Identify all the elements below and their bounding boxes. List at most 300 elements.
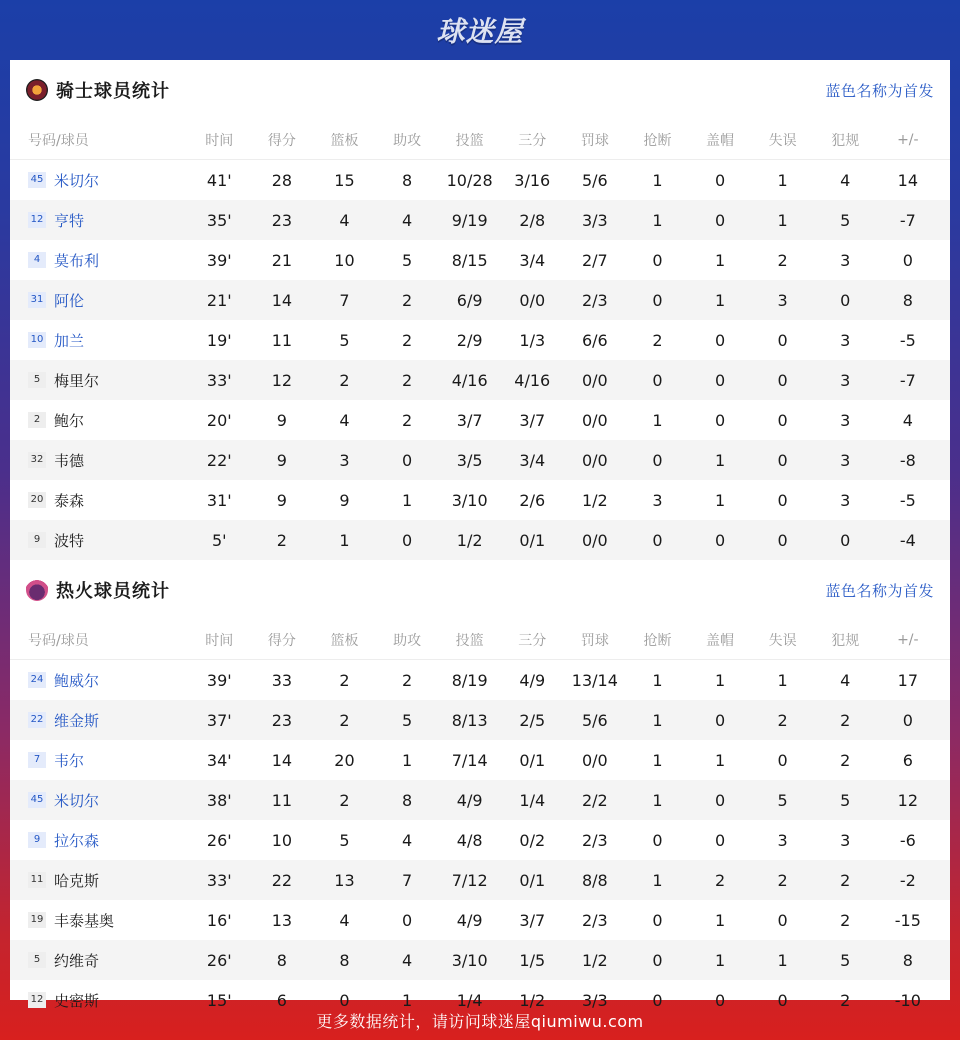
stat-cell: 4: [840, 170, 851, 190]
stat-cell: 2: [401, 370, 413, 390]
column-header: 篮板: [330, 132, 359, 149]
stat-cell: 4: [840, 670, 851, 690]
player-cell: [10, 670, 188, 691]
column-header: 篮板: [330, 632, 359, 649]
stat-cell: 0: [652, 250, 663, 270]
jersey-number-badge: 31: [28, 292, 46, 308]
stat-cell: 1: [777, 670, 788, 690]
stat-cell: 31': [206, 490, 232, 510]
stat-cell: 0: [777, 750, 788, 770]
stat-cell: 0/0: [581, 410, 608, 430]
stat-cell: 0: [714, 530, 726, 550]
stat-cell: 4: [401, 830, 413, 850]
stat-cell: 2: [401, 410, 413, 430]
stat-cell: 12: [271, 370, 293, 390]
player-cell: [10, 210, 188, 231]
player-cell: [10, 910, 188, 931]
stat-cell: 1: [401, 750, 413, 770]
stat-cell: 26': [206, 950, 232, 970]
table-row: [10, 780, 950, 820]
table-row: [10, 480, 950, 520]
player-name[interactable]: 泰森: [54, 491, 85, 510]
stat-cell: 0: [777, 990, 788, 1010]
stat-cell: 3/7: [519, 910, 546, 930]
stat-cell: 7/12: [451, 870, 488, 890]
stat-cell: 22': [206, 450, 232, 470]
stat-cell: 2: [652, 330, 663, 350]
team-title: 热火球员统计: [56, 581, 170, 602]
player-cell: [10, 370, 188, 391]
stat-cell: 0: [714, 790, 726, 810]
player-name[interactable]: 史密斯: [54, 991, 100, 1010]
stat-cell: 8: [401, 790, 413, 810]
player-name[interactable]: 韦德: [54, 451, 85, 470]
player-name[interactable]: 韦尔: [54, 751, 85, 770]
stat-cell: 1: [714, 490, 726, 510]
stat-cell: 12: [897, 790, 918, 810]
stat-cell: 1: [777, 170, 788, 190]
team-title-group: [26, 577, 170, 603]
stat-cell: 1: [339, 530, 350, 550]
stat-cell: 1: [777, 210, 788, 230]
stat-cell: 2/3: [581, 910, 608, 930]
player-cell: [10, 750, 188, 771]
team-section: [10, 60, 950, 560]
table-row: [10, 400, 950, 440]
player-cell: [10, 710, 188, 731]
stat-cell: 2/7: [581, 250, 608, 270]
column-header-row: [10, 620, 950, 660]
stat-cell: 1: [777, 950, 788, 970]
stat-cell: 0: [652, 910, 663, 930]
stat-cell: 4: [339, 410, 350, 430]
stat-cell: 4/16: [451, 370, 488, 390]
stat-cell: 1/2: [456, 530, 483, 550]
stat-cell: 34': [206, 750, 232, 770]
stat-cell: 0: [652, 370, 663, 390]
stat-cell: 15': [206, 990, 232, 1010]
stat-cell: 9: [339, 490, 350, 510]
jersey-number-badge: 20: [28, 492, 46, 508]
stat-cell: 1/3: [519, 330, 546, 350]
jersey-number-badge: 5: [28, 372, 46, 388]
player-cell: [10, 830, 188, 851]
stat-cell: 3: [840, 830, 851, 850]
table-row: [10, 440, 950, 480]
stat-cell: 0/1: [519, 530, 546, 550]
stat-cell: 8: [401, 170, 413, 190]
stat-cell: 8/8: [581, 870, 608, 890]
player-name[interactable]: 亨特: [54, 211, 85, 230]
stat-cell: 9: [276, 490, 287, 510]
player-name[interactable]: 莫布利: [54, 251, 100, 270]
stat-cell: -2: [899, 870, 916, 890]
stat-cell: 0/1: [519, 870, 546, 890]
stat-cell: 0: [777, 910, 788, 930]
stat-cell: 16': [206, 910, 232, 930]
column-header: 得分: [267, 632, 296, 649]
jersey-number-badge: 9: [28, 532, 46, 548]
player-cell: [10, 290, 188, 311]
stat-cell: 4: [401, 950, 413, 970]
stat-cell: 5: [401, 250, 413, 270]
player-name[interactable]: 维金斯: [54, 711, 100, 730]
table-row: [10, 200, 950, 240]
stat-cell: 0: [902, 710, 913, 730]
stat-cell: 8/13: [451, 710, 488, 730]
stat-cell: -10: [894, 990, 921, 1010]
stat-cell: 0: [714, 370, 726, 390]
stat-cell: 2: [840, 710, 851, 730]
stat-cell: 0/1: [519, 750, 546, 770]
jersey-number-badge: 5: [28, 952, 46, 968]
stat-cell: 1/2: [581, 490, 608, 510]
column-header: 得分: [267, 132, 296, 149]
stat-cell: 1: [652, 210, 663, 230]
stat-cell: 33': [206, 370, 232, 390]
stat-cell: 1: [401, 490, 413, 510]
stat-cell: 5: [777, 790, 788, 810]
stat-cell: 0: [339, 990, 350, 1010]
site-logo[interactable]: 球迷屋: [436, 15, 524, 48]
column-header: 投篮: [455, 132, 484, 149]
column-header: 抢断: [643, 132, 672, 149]
stat-cell: 0: [777, 450, 788, 470]
stat-cell: 1/2: [581, 950, 608, 970]
stat-cell: 9: [276, 410, 287, 430]
stat-cell: 0: [714, 410, 726, 430]
stat-cell: 1/4: [519, 790, 546, 810]
column-header: +/-: [897, 131, 919, 148]
header: [0, 0, 960, 60]
stat-cell: 1/2: [519, 990, 546, 1010]
jersey-number-badge: 22: [28, 712, 46, 728]
team-section: [10, 560, 950, 1020]
stat-cell: 0: [652, 830, 663, 850]
stat-cell: 6: [276, 990, 287, 1010]
jersey-number-badge: 10: [28, 332, 46, 348]
stat-cell: 1: [652, 750, 663, 770]
stat-cell: 1: [652, 170, 663, 190]
player-cell: [10, 330, 188, 351]
stat-cell: 2: [777, 870, 788, 890]
stat-cell: 13: [334, 870, 355, 890]
stat-cell: 1: [714, 290, 726, 310]
stat-cell: 4/16: [514, 370, 551, 390]
stat-cell: -15: [894, 910, 921, 930]
stat-cell: 3: [840, 250, 851, 270]
stat-cell: 8: [276, 950, 287, 970]
column-header: 助攻: [393, 632, 422, 649]
stat-cell: 33': [206, 870, 232, 890]
stat-cell: 2: [401, 330, 413, 350]
stat-cell: 3/10: [451, 490, 488, 510]
stat-cell: 1: [652, 870, 663, 890]
stat-cell: 3/7: [456, 410, 483, 430]
stat-cell: 5: [840, 950, 851, 970]
stat-cell: 39': [206, 670, 232, 690]
table-row: [10, 740, 950, 780]
stat-cell: 3/16: [514, 170, 551, 190]
stat-cell: 2: [714, 870, 726, 890]
stat-cell: 23: [271, 210, 293, 230]
stat-cell: 5: [339, 830, 350, 850]
stat-cell: 11: [271, 330, 293, 350]
stat-cell: 0: [777, 370, 788, 390]
stat-cell: 1: [714, 750, 726, 770]
stat-cell: 3/3: [581, 990, 608, 1010]
table-row: [10, 280, 950, 320]
column-header: 犯规: [831, 132, 860, 149]
stat-cell: 0: [777, 330, 788, 350]
stat-cell: 2/2: [581, 790, 608, 810]
stat-cell: 0: [401, 910, 413, 930]
heat-logo-icon: [26, 579, 48, 601]
stat-cell: 0: [777, 410, 788, 430]
stat-cell: 2: [276, 530, 287, 550]
stat-cell: 2/3: [581, 830, 608, 850]
footer-link-text[interactable]: 更多数据统计，请访问球迷屋qiumiwu.com: [316, 1011, 644, 1031]
stat-cell: 2: [840, 910, 851, 930]
player-name[interactable]: 鲍威尔: [54, 671, 100, 690]
stat-cell: 0/0: [581, 450, 608, 470]
stat-cell: 2: [401, 290, 413, 310]
stat-cell: 1: [652, 670, 663, 690]
stat-cell: 20: [334, 750, 355, 770]
table-row: [10, 360, 950, 400]
stat-cell: 0: [652, 450, 663, 470]
stat-cell: 3: [840, 490, 851, 510]
stat-cell: 0: [652, 990, 663, 1010]
player-name[interactable]: 哈克斯: [54, 871, 100, 890]
jersey-number-badge: 7: [28, 752, 46, 768]
stat-cell: 0/0: [581, 370, 608, 390]
stat-cell: 5: [840, 790, 851, 810]
jersey-number-badge: 45: [28, 172, 46, 188]
stat-cell: 14: [897, 170, 918, 190]
jersey-number-badge: 24: [28, 672, 46, 688]
stat-cell: 7: [339, 290, 350, 310]
player-name[interactable]: 鲍尔: [54, 411, 85, 430]
stat-cell: 1: [714, 450, 726, 470]
stat-cell: 26': [206, 830, 232, 850]
stat-cell: 1: [652, 410, 663, 430]
stat-cell: 2: [840, 750, 851, 770]
stat-cell: 9/19: [451, 210, 488, 230]
stat-cell: 3: [777, 290, 788, 310]
stat-cell: 2: [777, 250, 788, 270]
stat-cell: -4: [899, 530, 916, 550]
stat-cell: 11: [271, 790, 293, 810]
stat-cell: 0: [714, 330, 726, 350]
jersey-number-badge: 12: [28, 992, 46, 1008]
stat-cell: 6/9: [456, 290, 483, 310]
player-cell: [10, 490, 188, 511]
player-name[interactable]: 加兰: [54, 331, 85, 350]
jersey-number-badge: 2: [28, 412, 46, 428]
stat-cell: 33: [271, 670, 293, 690]
player-name[interactable]: 拉尔森: [54, 831, 100, 850]
stat-cell: 10: [271, 830, 293, 850]
column-header: 助攻: [393, 132, 422, 149]
table-row: [10, 940, 950, 980]
stat-cell: 3: [840, 330, 851, 350]
stat-cell: 1/5: [519, 950, 546, 970]
player-cell: [10, 410, 188, 431]
stat-cell: 10: [334, 250, 355, 270]
table-row: [10, 820, 950, 860]
stat-cell: -7: [899, 210, 916, 230]
column-header: 三分: [518, 632, 547, 649]
stat-cell: -8: [899, 450, 916, 470]
team-section-header: [10, 60, 950, 120]
stat-cell: 39': [206, 250, 232, 270]
stat-cell: 4/8: [456, 830, 483, 850]
stat-cell: 3: [840, 410, 851, 430]
stat-cell: 2/5: [519, 710, 546, 730]
stat-cell: 20': [206, 410, 232, 430]
stat-cell: 7: [401, 870, 413, 890]
stat-cell: 4/9: [456, 790, 483, 810]
stat-cell: 0: [714, 710, 726, 730]
player-cell: [10, 530, 188, 551]
stat-cell: 1: [714, 250, 726, 270]
stat-cell: 4: [339, 910, 350, 930]
stat-cell: 13: [271, 910, 293, 930]
column-header: 投篮: [455, 632, 484, 649]
player-cell: [10, 790, 188, 811]
stat-cell: 10/28: [446, 170, 493, 190]
stat-cell: 23: [271, 710, 293, 730]
column-header: 时间: [205, 632, 234, 649]
stat-cell: -7: [899, 370, 916, 390]
stat-cell: 3: [652, 490, 663, 510]
player-cell: [10, 950, 188, 971]
stats-card: [10, 60, 950, 1010]
stat-cell: 28: [271, 170, 293, 190]
stat-cell: 9: [276, 450, 287, 470]
jersey-number-badge: 9: [28, 832, 46, 848]
column-header: 失误: [768, 132, 797, 149]
stat-cell: 5: [401, 710, 413, 730]
column-header-row: [10, 120, 950, 160]
stat-cell: -5: [899, 330, 916, 350]
stat-cell: 0/0: [581, 750, 608, 770]
stat-cell: 2: [840, 870, 851, 890]
stat-cell: 14: [271, 290, 293, 310]
player-name[interactable]: 阿伦: [54, 291, 85, 310]
stat-cell: 37': [206, 710, 232, 730]
stat-cell: 2: [840, 990, 851, 1010]
stat-cell: 17: [897, 670, 918, 690]
footer: [0, 1000, 960, 1040]
stat-cell: 2: [339, 370, 350, 390]
column-header: 失误: [768, 632, 797, 649]
column-header: 盖帽: [706, 632, 735, 649]
stat-cell: 0: [714, 830, 726, 850]
stat-cell: 0/0: [519, 290, 546, 310]
stat-cell: 5/6: [581, 710, 608, 730]
jersey-number-badge: 12: [28, 212, 46, 228]
player-name[interactable]: 米切尔: [54, 791, 100, 810]
stat-cell: 8: [339, 950, 350, 970]
stat-cell: 0: [777, 490, 788, 510]
stat-cell: 0/0: [581, 530, 608, 550]
player-name[interactable]: 米切尔: [54, 171, 100, 190]
team-title: 骑士球员统计: [56, 81, 170, 102]
stat-cell: 2: [339, 790, 350, 810]
player-name[interactable]: 梅里尔: [54, 371, 100, 390]
table-row: [10, 860, 950, 900]
stat-cell: 21': [206, 290, 232, 310]
player-cell: [10, 170, 188, 191]
table-row: [10, 900, 950, 940]
jersey-number-badge: 32: [28, 452, 46, 468]
stat-cell: 3/7: [519, 410, 546, 430]
stat-cell: 0: [840, 290, 851, 310]
stat-cell: 3/10: [451, 950, 488, 970]
stat-cell: 3: [777, 830, 788, 850]
stat-cell: 2/3: [581, 290, 608, 310]
stat-cell: 0/2: [519, 830, 546, 850]
stat-cell: 4/9: [519, 670, 546, 690]
stat-cell: 7/14: [451, 750, 488, 770]
stat-cell: 0: [652, 950, 663, 970]
player-name[interactable]: 丰泰基奥: [54, 911, 115, 930]
stat-cell: 8/19: [451, 670, 488, 690]
column-header: 罚球: [580, 132, 609, 149]
stat-cell: -6: [899, 830, 916, 850]
cavaliers-logo-icon: [26, 79, 48, 101]
table-row: [10, 240, 950, 280]
stat-cell: 3: [840, 450, 851, 470]
stat-cell: 8: [902, 290, 913, 310]
stat-cell: 3/4: [519, 450, 546, 470]
column-header: 时间: [205, 132, 234, 149]
column-header: 三分: [518, 132, 547, 149]
stat-cell: 2: [777, 710, 788, 730]
stat-cell: 4: [339, 210, 350, 230]
stat-cell: 0: [714, 210, 726, 230]
stat-cell: 6/6: [581, 330, 608, 350]
column-header: 犯规: [831, 632, 860, 649]
stat-cell: 0: [777, 530, 788, 550]
jersey-number-badge: 11: [28, 872, 46, 888]
stat-cell: 22: [271, 870, 293, 890]
player-cell: [10, 450, 188, 471]
stat-cell: 0: [902, 250, 913, 270]
player-name[interactable]: 波特: [54, 531, 85, 550]
player-name[interactable]: 约维奇: [54, 951, 100, 970]
stat-cell: 38': [206, 790, 232, 810]
stat-cell: 21: [271, 250, 293, 270]
stat-cell: 2: [339, 670, 350, 690]
stat-cell: 6: [902, 750, 913, 770]
table-row: [10, 700, 950, 740]
table-row: [10, 160, 950, 200]
player-cell: [10, 250, 188, 271]
stat-cell: 2/8: [519, 210, 546, 230]
stat-cell: 3/3: [581, 210, 608, 230]
stat-cell: 19': [206, 330, 232, 350]
stat-cell: 4: [902, 410, 913, 430]
stat-cell: 1: [714, 910, 726, 930]
team-title-group: [26, 77, 170, 103]
stat-cell: 0: [714, 170, 726, 190]
stat-cell: 5': [212, 530, 227, 550]
stat-cell: 14: [271, 750, 293, 770]
stat-cell: 1: [714, 950, 726, 970]
